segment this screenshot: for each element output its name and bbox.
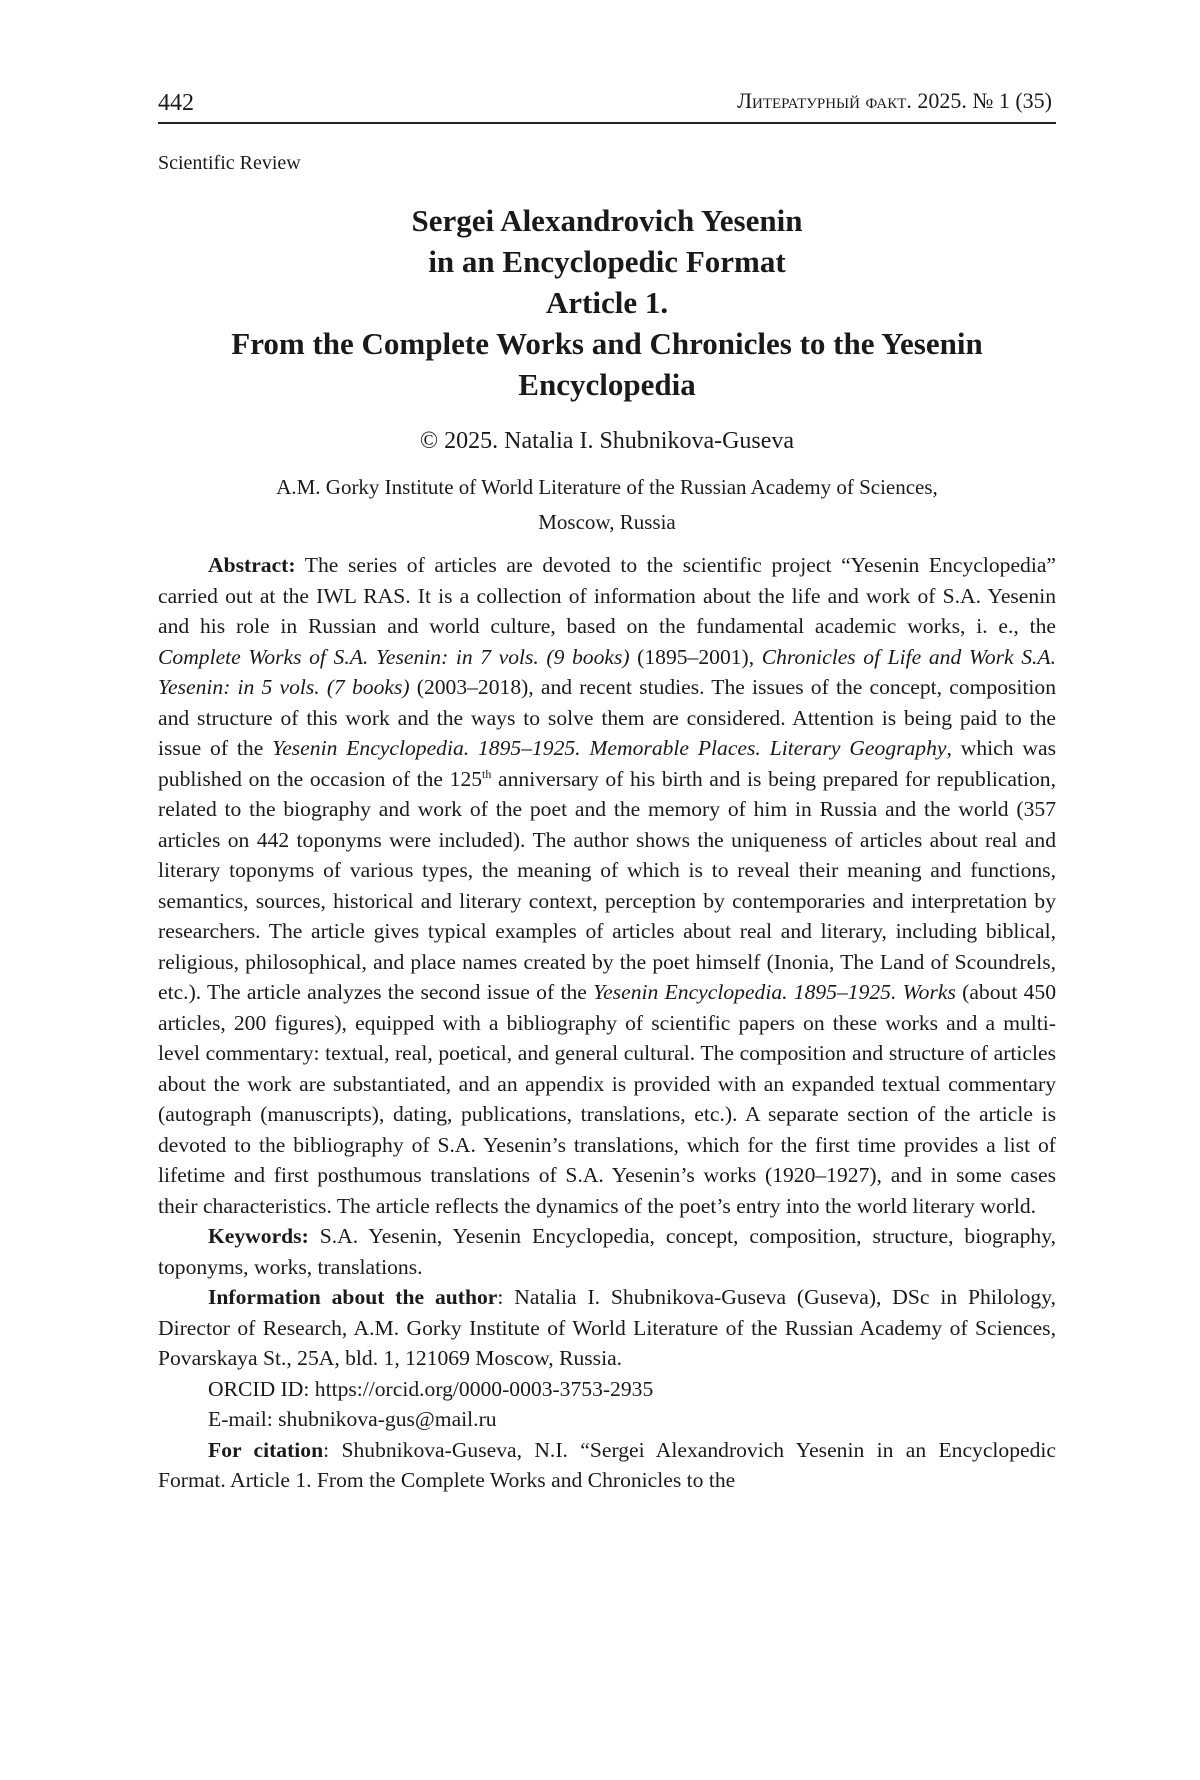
journal-title: Литературный факт. 2025. № 1 (35) (737, 88, 1052, 113)
affiliation-line: A.M. Gorky Institute of World Literature of the Russian Academy of Sciences, (276, 475, 938, 499)
email-line: E-mail: shubnikova-gus@mail.ru (208, 1407, 497, 1431)
author-info-paragraph (158, 1282, 1056, 1374)
orcid-line: ORCID ID: https://orcid.org/0000-0003-3753-2935 (208, 1376, 654, 1401)
page-number: 442 (158, 90, 194, 116)
abstract-italic: Yesenin Encyclopedia. 1895–1925. Works (593, 980, 956, 1004)
title-line: Article 1. (545, 285, 669, 320)
abstract-text: The series of articles are devoted to the scientific project “Yesenin Encyclopedia” carried out at the IWL RAS. It is a collection of information about the life and work of S.A. Yesenin and his role in Russian and world culture, based on the fundamental academic works, i. e., the (158, 553, 1056, 638)
section-label: Scientific Review (158, 152, 301, 174)
article-title (158, 200, 1056, 405)
abstract-italic: Yesenin Encyclopedia. 1895–1925. Memorable Places. Literary Geography (272, 736, 947, 760)
title-line: Sergei Alexandrovich Yesenin (411, 203, 803, 238)
title-line: Encyclopedia (518, 367, 696, 402)
keywords-label: Keywords: (208, 1224, 309, 1248)
article-body (158, 550, 1056, 1496)
citation-text: : Shubnikova-Guseva, N.I. “Sergei Alexandrovich Yesenin in an Encyclopedic Format. Article 1. From the Complete Works and Chronicles to the (158, 1437, 1056, 1492)
title-line: in an Encyclopedic Format (428, 244, 786, 279)
title-line: From the Complete Works and Chronicles to the Yesenin (231, 326, 983, 361)
ordinal-superscript: th (482, 766, 492, 781)
abstract-paragraph (158, 550, 1056, 1221)
running-head (158, 86, 1056, 124)
citation-paragraph (158, 1435, 1056, 1496)
abstract-text: , which was published on the occasion of the 125 (158, 736, 1056, 791)
author-byline: © 2025. Natalia I. Shubnikova-Guseva (419, 428, 795, 454)
keywords-text: S.A. Yesenin, Yesenin Encyclopedia, concept, composition, structure, biography, toponyms, works, translations. (158, 1224, 1056, 1279)
abstract-text: (about 450 articles, 200 figures), equipped with a bibliography of scientific papers on these works and a multi-level commentary: textual, real, poetical, and general cultural. The composition and structure of articles about the work are substantiated, and an appendix is provided with an expanded textual commentary (autograph (manuscripts), dating, publications, translations, etc.). A separate section of the article is devoted to the bibliography of S.A. Yesenin’s translations, which for the first time provides a list of lifetime and first posthumous translations of S.A. Yesenin’s works (1920–1927), and in some cases their characteristics. The article reflects the dynamics of the poet’s entry into the world literary world. (158, 980, 1056, 1218)
abstract-text: (1895–2001), (629, 644, 762, 669)
abstract-label: Abstract: (208, 553, 296, 577)
affiliation-line: Moscow, Russia (538, 510, 676, 534)
abstract-italic: Chronicles of Life and Work S.A. Yesenin: in 5 vols. (7 books) (158, 644, 1056, 699)
abstract-italic: Complete Works of S.A. Yesenin: in 7 vols. (9 books) (158, 644, 630, 669)
abstract-text: (2003–2018), and recent studies. The issues of the concept, composition and structure of this work and the ways to solve them are considered. Attention is being paid to the issue of the (158, 675, 1056, 760)
author-info-text: : Natalia I. Shubnikova-Guseva (Guseva), DSc in Philology, Director of Research, A.M. Gorky Institute of World Literature of the Russian Academy of Sciences, Povarskaya St., 25A, bld. 1, 121069 Moscow, Russia. (158, 1285, 1057, 1370)
author-info-label: Information about the author (208, 1285, 498, 1309)
author-affiliation (158, 470, 1056, 540)
keywords-paragraph (158, 1221, 1056, 1282)
citation-label: For citation (208, 1437, 324, 1462)
abstract-text: anniversary of his birth and is being prepared for republication, related to the biography and work of the poet and the memory of him in Russia and the world (357 articles on 442 toponyms were included). The author shows the uniqueness of articles about real and literary toponyms of various types, the meaning of which is to reveal their meaning and functions, semantics, sources, historical and literary context, perception by contemporaries and interpretation by researchers. The article gives typical examples of articles about real and literary, including biblical, religious, philosophical, and place names created by the poet himself (Inonia, The Land of Scoundrels, etc.). The article analyzes the second issue of the (158, 766, 1056, 1004)
